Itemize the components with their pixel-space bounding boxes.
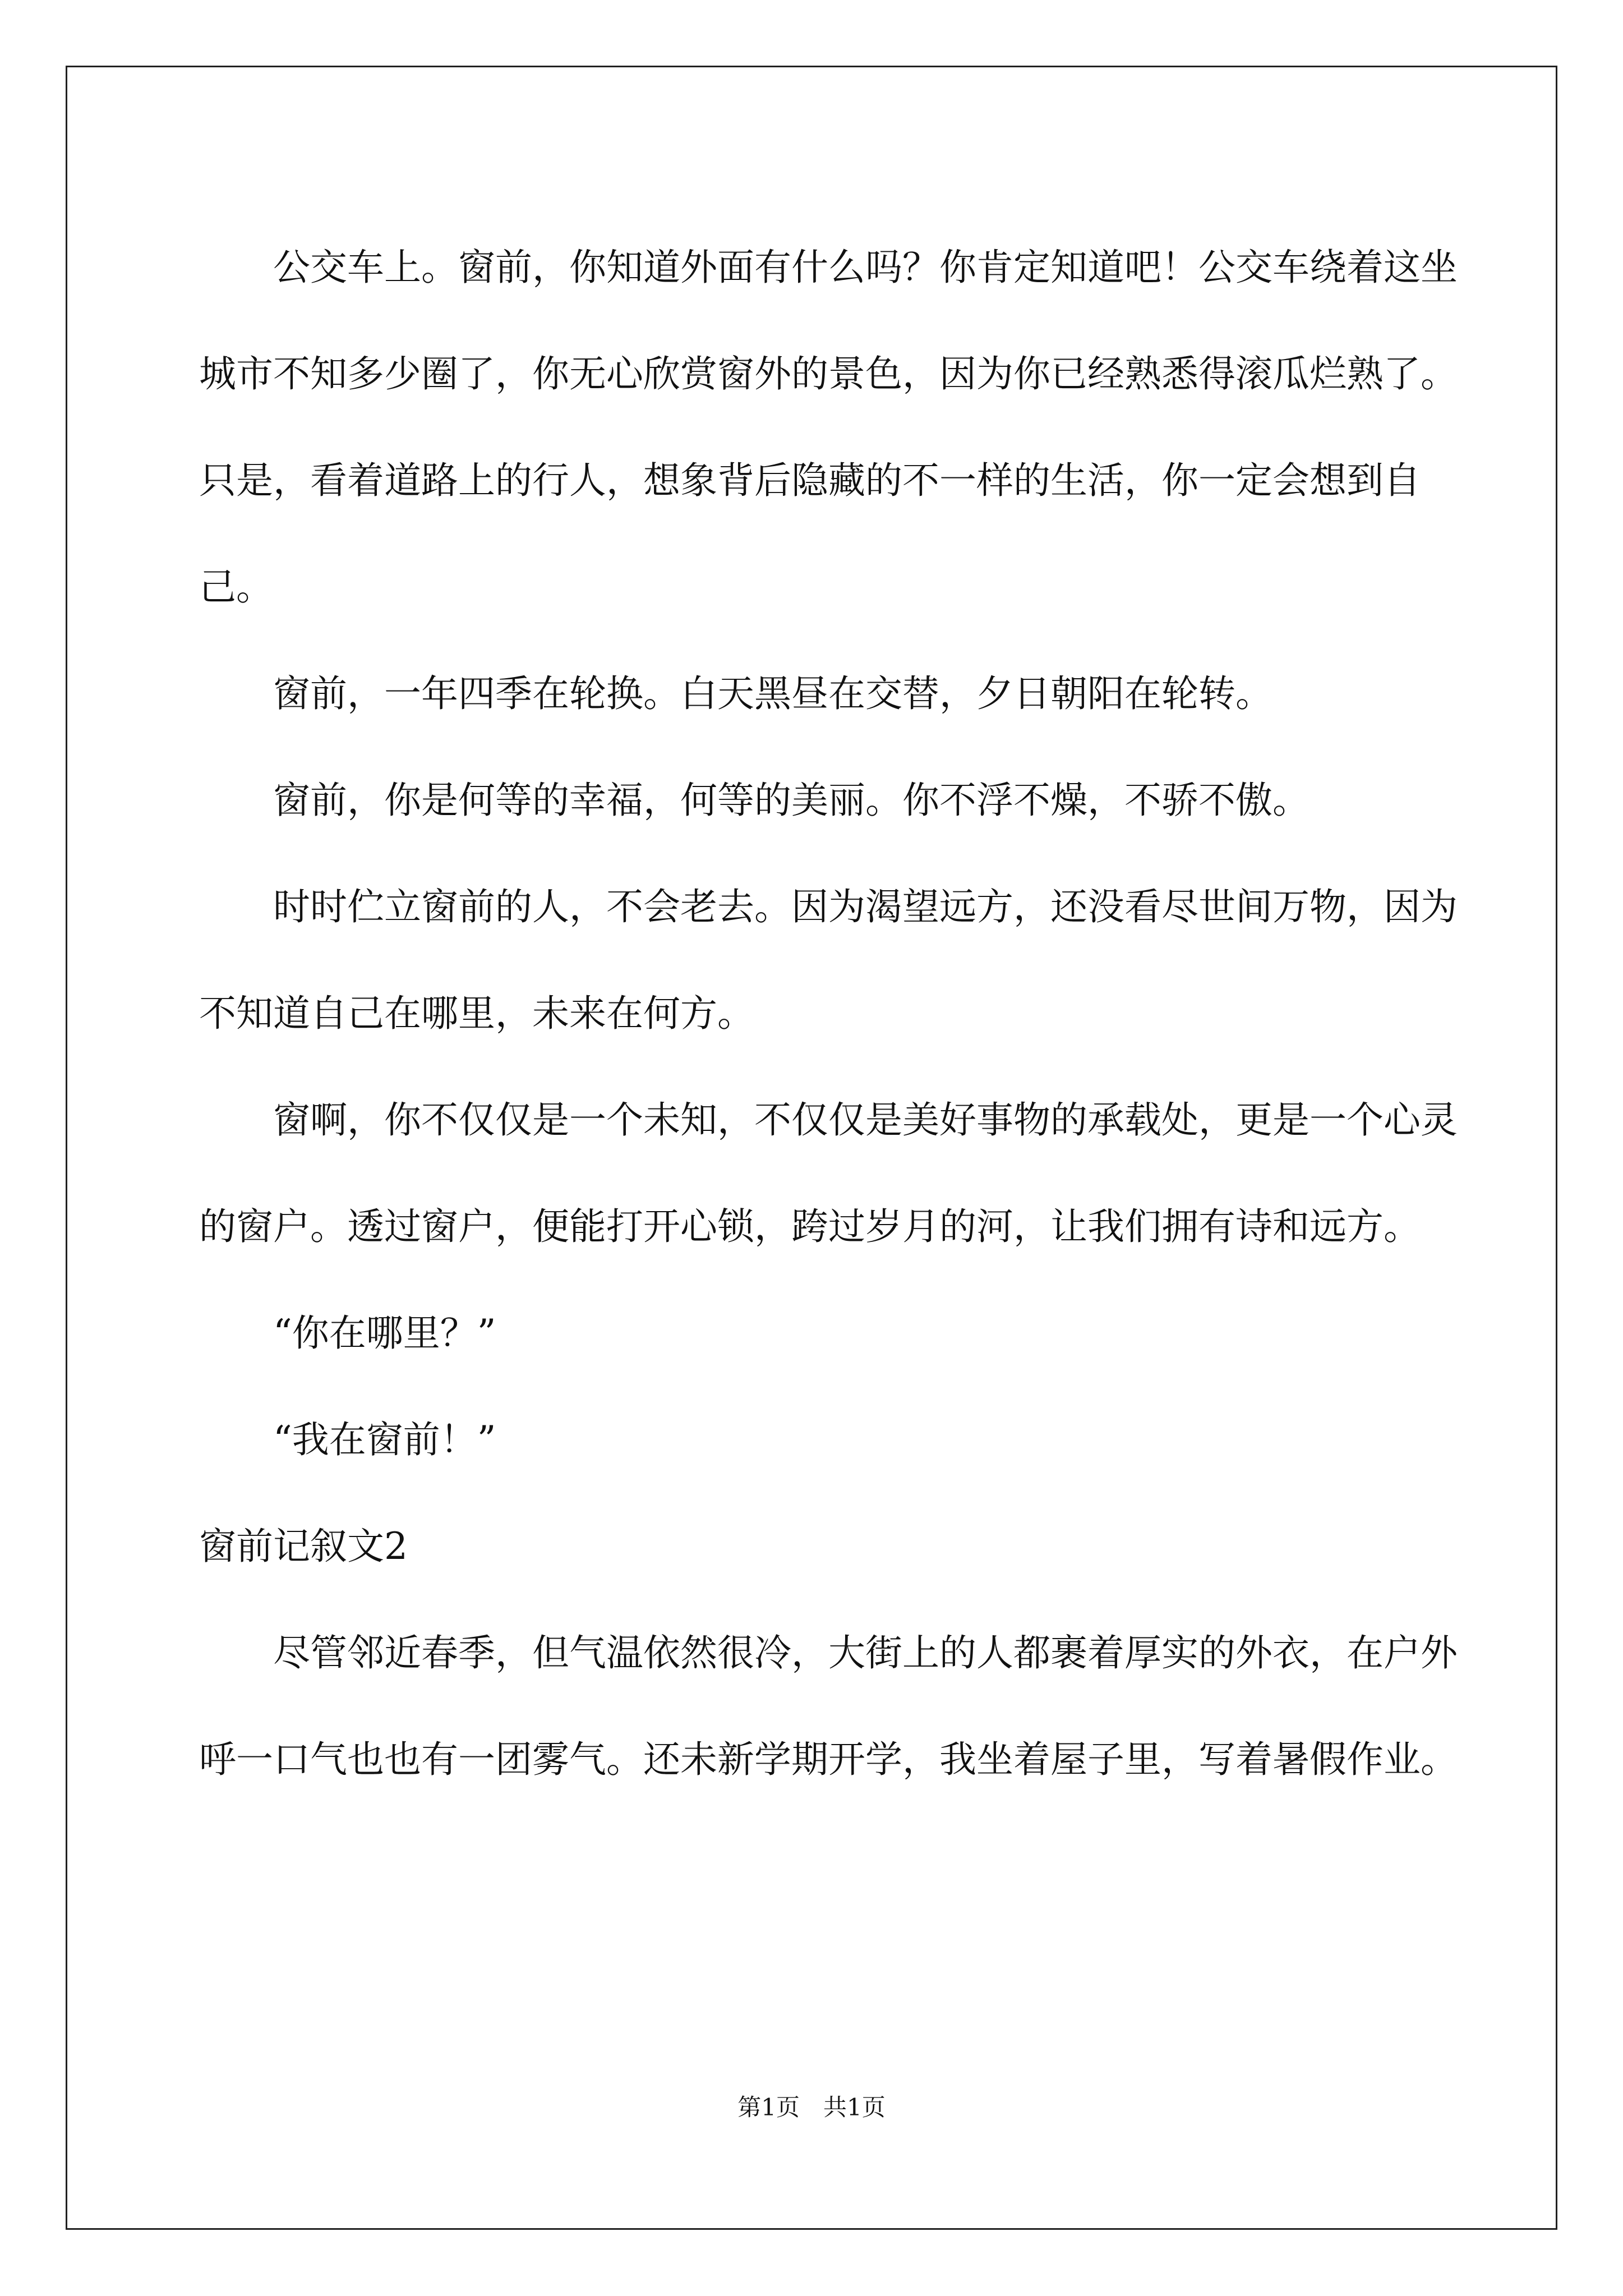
paragraph-seasons: 窗前，一年四季在轮换。白天黑昼在交替，夕日朝阳在轮转。 [273,672,1272,715]
section-title: 窗前记叙文2 [199,1525,408,1568]
paragraph-window-of-soul: 窗啊，你不仅仅是一个未知，不仅仅是美好事物的承载处，更是一个心灵的窗户。透过窗户，便能打开心锁，跨过岁月的河，让我们拥有诗和远方。 [199,1098,1458,1248]
paragraph-bus-window: 公交车上。窗前，你知道外面有什么吗？你肯定知道吧！公交车绕着这坐城市不知多少圈了，你无心欣赏窗外的景色，因为你已经熟悉得滚瓜烂熟了。只是，看着道路上的行人，想象背后隐藏的不一样的生活，你一定会想到自己。 [199,246,1458,609]
document-body [199,214,1461,1813]
dialogue-where-are-you: “你在哪里？” [273,1312,496,1355]
paragraph-happiness: 窗前，你是何等的幸福，何等的美丽。你不浮不燥，不骄不傲。 [273,779,1310,822]
paragraph-never-old: 时时伫立窗前的人，不会老去。因为渴望远方，还没看尽世间万物，因为不知道自己在哪里，未来在何方。 [199,885,1458,1035]
dialogue-at-window: “我在窗前！” [273,1418,496,1461]
paragraph-spring-cold: 尽管邻近春季，但气温依然很冷，大街上的人都裹着厚实的外衣，在户外呼一口气也也有一团雾气。还未新学期开学，我坐着屋子里，写着暑假作业。 [199,1631,1458,1781]
page-footer: 第1页 共1页 [737,2093,886,2121]
